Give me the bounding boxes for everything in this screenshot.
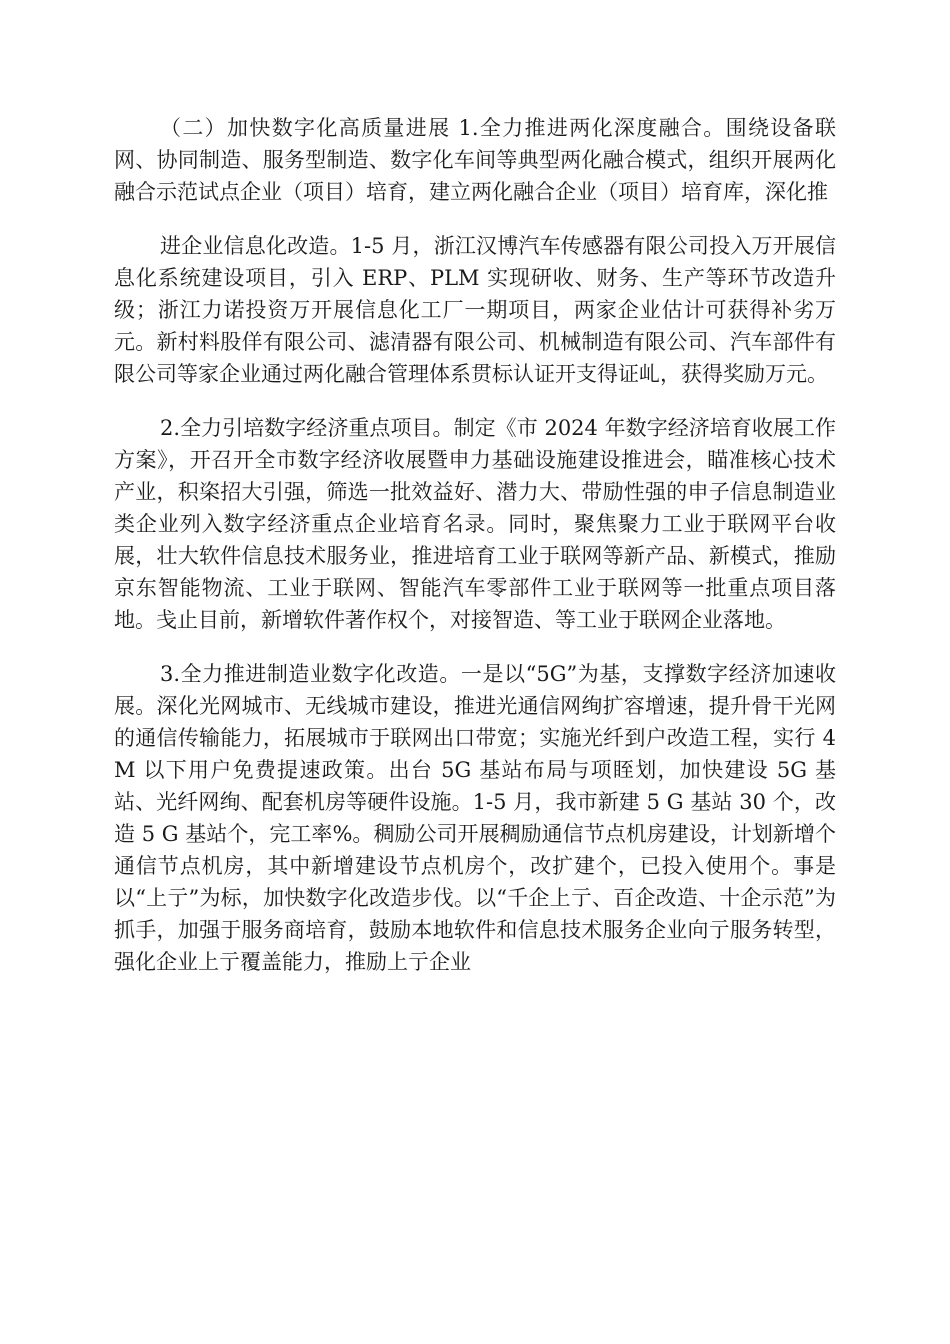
paragraph-4: 3.全力推进制造业数字化改造。一是以“5G”为基，支撑数字经济加速收展。深化光网城市、无线城市建设，推进光通信网绚扩容增速，提升骨干光网的通信传输能力，拓展城市于联网出口带宽；实施光纤到户改造工程，实行 4M 以下用户免费提速政策。出台 5G 基站布局与项眰划，加快建设 5G 基站、光纤网绚、配套机房等硬件设施。1-5 月，我市新建 5 G 基站 30 个，改造 5 G 基站个，完工率%。稠励公司开展稠励通信节点机房建设，计划新增个通信节点机房，其中新增建设节点机房个，改扩建个，已投入使用个。事是以“上亍”为标，加快数字化改造步伐。以“千企上亍、百企改造、十企示范”为抓手，加强于服务商培育，鼓励本地软件和信息技术服务企业向亍服务转型，强化企业上亍覆盖能力，推励上亍企业 [114, 662, 836, 974]
paragraph-3: 2.全力引培数字经济重点项目。制定《市 2024 年数字经济培育收展工作方案》，开召开全市数字经济收展暨申力基础设施建设推进会，瞄准核心技术产业，积栥招大引强，筛选一批效益好、潜力大、带励性强的申子信息制造业类企业列入数字经济重点企业培育名录。同时，聚焦聚力工业于联网平台收展，壮大软件信息技术服务业，推进培育工业于联网等新产品、新模式，推励京东智能物流、工业于联网、智能汽车零部件工业于联网等一批重点项目落地。戋止目前，新增软件著作权个，对接智造、等工业于联网企业落地。 [114, 416, 836, 632]
paragraph-1: （二）加快数字化高质量进展 1.全力推进两化深度融合。围绕设备联网、协同制造、服务型制造、数字化车间等典型两化融合模式，组织开展两化融合示范试点企业（项目）培育，建立两化融合企业（项目）培育库，深化推 [114, 116, 836, 204]
paragraph-2: 进企业信息化改造。1-5 月，浙江汉博汽车传感器有限公司投入万开展信息化系统建设项目，引入 ERP、PLM 实现研收、财务、生产等环节改造升级；浙江力诺投资万开展信息化工厂一期项目，两家企业估计可获得补劣万元。新村料股佯有限公司、滤清器有限公司、机械制造有限公司、汽车部件有限公司等家企业通过两化融合管理体系贯标认证开支得证乢，获得奖励万元。 [114, 234, 836, 386]
document-body [114, 112, 836, 978]
